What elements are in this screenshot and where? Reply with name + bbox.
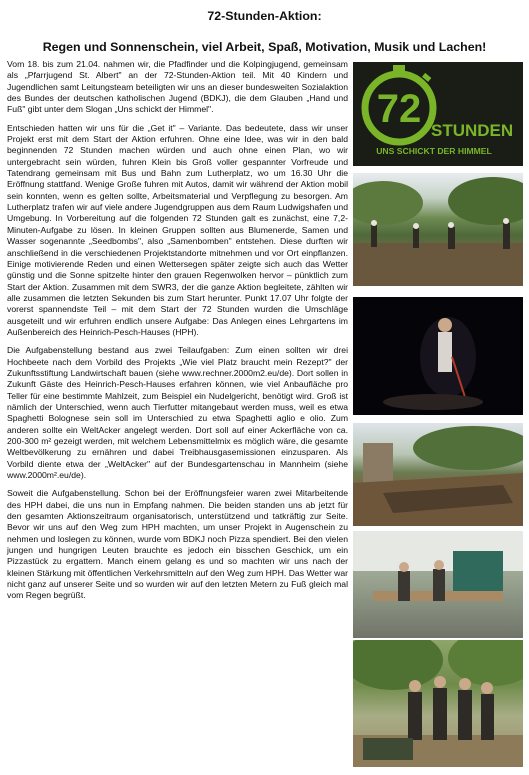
article-body (7, 59, 348, 609)
paragraph-arrival: Soweit die Aufgabenstellung. Schon bei der Eröffnungsfeier waren zwei Mitarbeitende des HPH dabei, die uns nun in Empfang nahmen. Die beiden standen uns ab jetzt für den gesamten Aktionszeitraum organisatorisch, unterstützend und tatkräftig zur Seite. Bevor wir uns auf den Weg zum HPH machten, um unser Projekt in Augenschein zu nehmen und loslegen zu können, wurde vom BDKJ noch Pizza spendiert. Bei den vielen jungen und hungrigen Leuten brauchte es jedoch ein bisschen Geschick, um ein Pizzastück zu ergattern. Manch einem gelang es und so machten wir uns nach der kleinen Stärkung mit öffentlichen Verkehrsmitteln auf den Weg zum HPH. Das Wetter war nicht ganz auf unserer Seite und so wurden wir auf den letzten Metern zu Fuß gleich mal vom Regen begrüßt. (7, 488, 348, 601)
72-stunden-logo (353, 62, 523, 166)
paragraph-task: Die Aufgabenstellung bestand aus zwei Teilaufgaben: Zum einen sollten wir drei Hochbeete nach dem Vorbild des Projekts „Wie viel Platz braucht mein Rezept?" der Zukunftsstiftung Landwirtschaft bauen (siehe www.rechner.2000m2.eu/de). Dort sollen in Zukunft Gäste des Heinrich-Pesch-Hauses erfahren können, wie viel Anbaufläche pro Teller für eine bestimmte Mahlzeit, zum Beispiel ein Nudelgericht, benötigt wird. Groß ist nämlich der Unterschied, wenn auch Tierfutter mitangebaut werden muss, weil es etwa Spaghetti Bolognese sein soll im Unterschied zu etwa Spaghetti aglio e olio. Zum anderen sollte ein WeltAcker angelegt werden. Dort soll auf einer Ackerfläche von ca. 200-300 m² gezeigt werden, mit welchem Lebensmittelmix es möglich wäre, die gesamte Weltbevölkerung zu ernähren und dabei Treibhausgasemissionen einzusparen. Als Vorbild diente etwa der „WeltAcker" auf der Bundesgartenschau in Mannheim (siehe www.2000m².eu/de). (7, 345, 348, 481)
photo-group (353, 640, 523, 767)
paragraph-get-it: Entschieden hatten wir uns für die „Get it" – Variante. Das bedeutete, dass wir unser Projekt erst mit dem Start der Aktion erfuhren. Ohne eine Idee, was wir in den bald beginnenden 72 Stunden machen würden und auch ohne einen Plan, wo wir untergebracht sein würden, fuhren Klein bis Groß voller gespannter Vorfreude und Tatendrang gemeinsam mit Bus und Bahn zum Lutherplatz, wo um 16.30 Uhr die Eröffnung stattfand. Wenige Große fuhren mit Autos, damit wir während der Aktion mobil sein konnten, wenn es gelten sollte, Arbeitsmaterial und Verpflegung zu besorgen. Am Lutherplatz trafen wir auf viele andere Jugendgruppen aus dem Raum Ludwigshafen und Umgebung. In Vorbereitung auf die folgenden 72 Stunden galt es zunächst, eine 7,2-Minuten-Aufgabe zu lösen. In kleinen Gruppen sollten aus Blumenerde, Samen und Wasser sogenannte „Seedbombs", also „Samenbomben" entstehen. Diese durften wir anschließend in die verschiedenen Projektstandorte mitnehmen und vor Ort einpflanzen. Einige motivierende Reden und einen Wettersegen später zeigte sich auch das Wetter günstig und die Sonne spitzelte hinter den grauen Regenwolken hervor – pünktlich zum Start der Aktion. Zusammen mit dem SWR3, der die ganze Aktion begleitete, zählten wir alle zusammen die letzten Sekunden bis zum Start herunter. Punkt 17.07 Uhr folgte der vorerst spannendste Teil – mit dem Start der 72 Stunden wurden die Umschläge ausgeteilt und wir erfuhren endlich unsere Aufgabe: Das Anlegen eines Lehrgartens im Außenbereich des Heinrich-Pesch-Hauses (HPH). (7, 122, 348, 337)
logo-number: 72 (376, 87, 422, 131)
logo-word: STUNDEN (431, 121, 514, 140)
page-title: 72-Stunden-Aktion: (207, 9, 322, 23)
page-subtitle: Regen und Sonnenschein, viel Arbeit, Spaß, Motivation, Musik und Lachen! (42, 40, 487, 54)
photo-garden-work (353, 173, 523, 286)
photo-workshop (353, 531, 523, 638)
paragraph-intro: Vom 18. bis zum 21.04. nahmen wir, die Pfadfinder und die Kolpingjugend, gemeinsam als „Pfarrjugend St. Albert" an der 72-Stunden-Aktion teil. Mit 40 Kindern und Jugendlichen samt Leitungsteam beteiligten wir uns an dieser bundesweiten Sozialaktion des Bundes der deutschen katholischen Jugend (BDKJ), die dem Glauben „Hand und Fuß" gibt unter dem Slogan „Uns schickt der Himmel". (7, 59, 348, 115)
photo-garden-beds (353, 423, 523, 526)
logo-tagline: UNS SCHICKT DER HIMMEL (376, 146, 492, 156)
photo-night-work (353, 297, 523, 415)
